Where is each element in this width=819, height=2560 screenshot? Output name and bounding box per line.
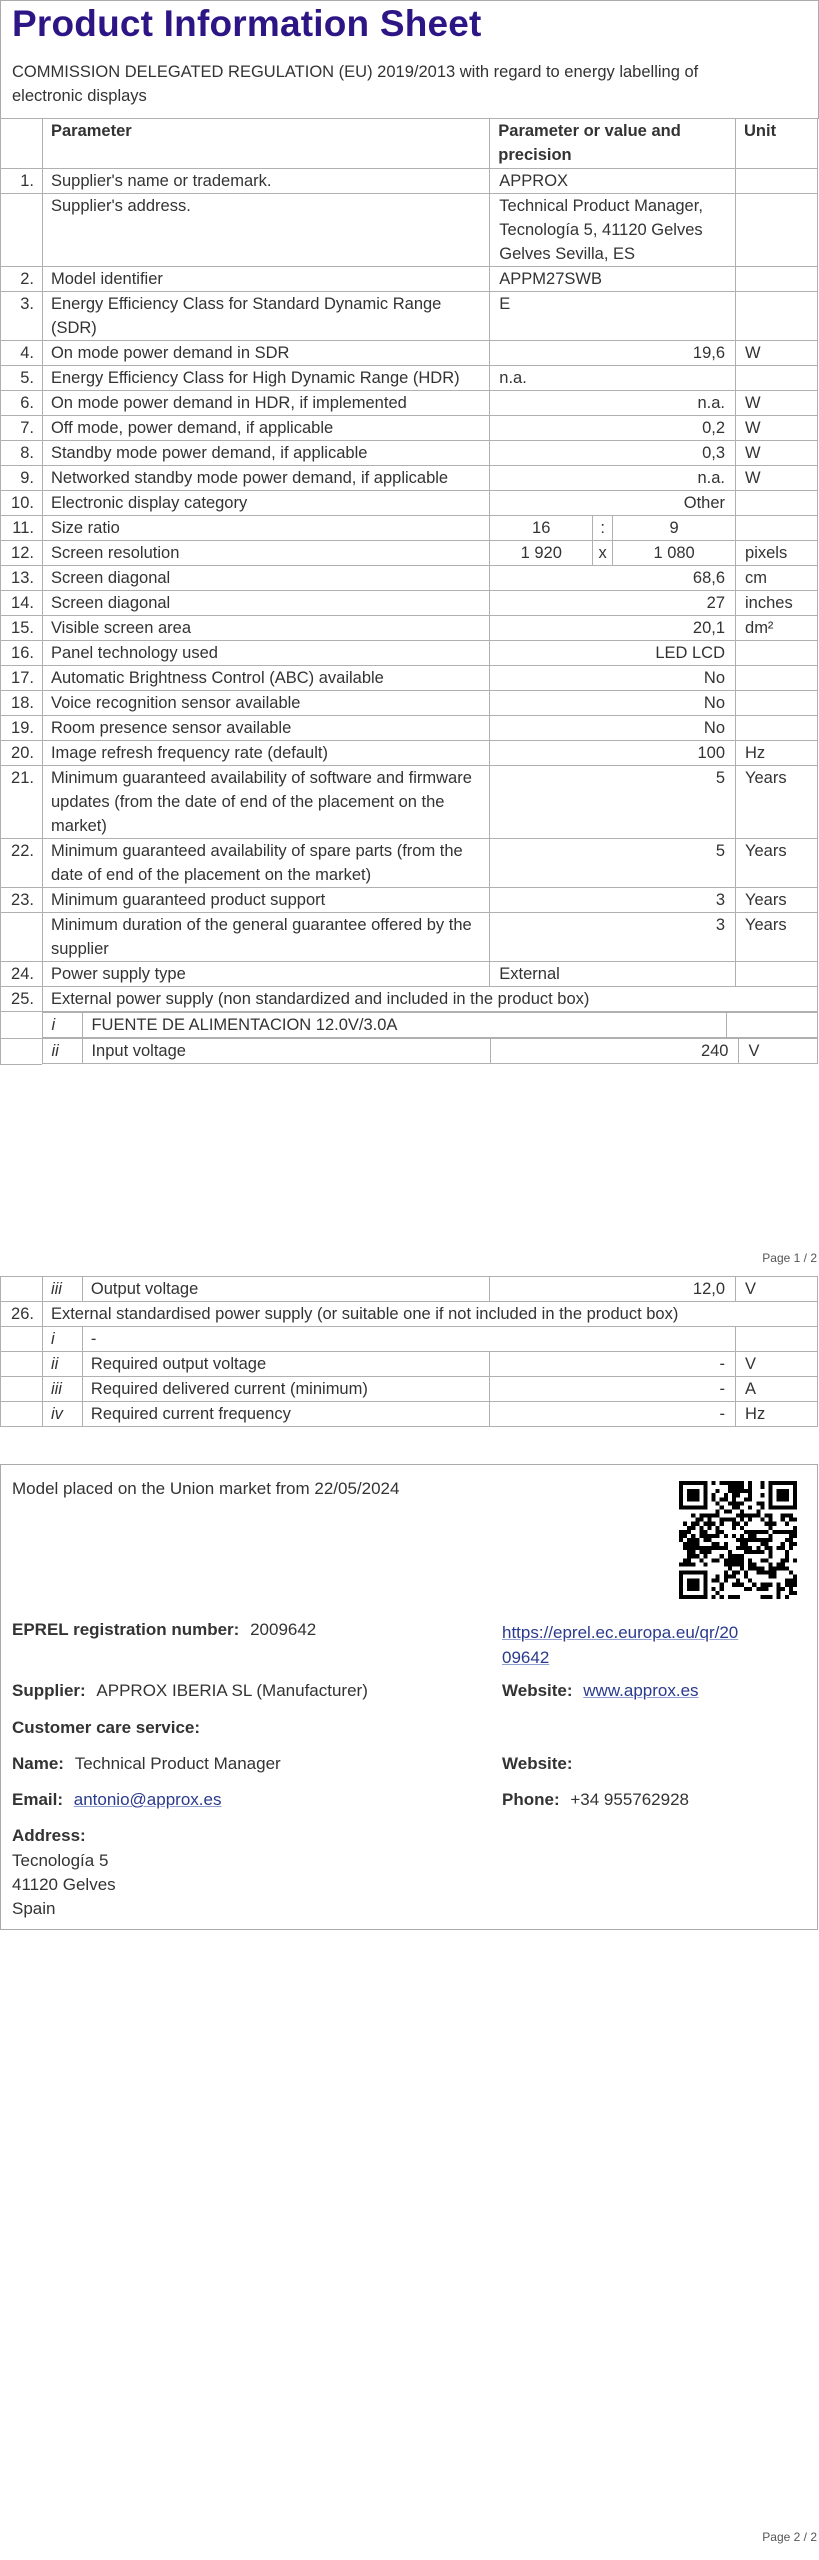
row-unit: W [736,416,818,441]
website-label: Website: [502,1681,573,1700]
row-parameter: FUENTE DE ALIMENTACION 12.0V/3.0A [83,1013,727,1038]
row-number [1,1352,43,1377]
sub-index: iv [42,1402,82,1427]
product-info-table [0,118,818,1065]
email-link[interactable]: antonio@approx.es [73,1790,222,1809]
row-number: 24. [1,962,43,987]
row-value: 0,3 [490,441,736,466]
row-value: 68,6 [490,566,736,591]
row-unit [736,194,818,267]
table-row [1,616,818,641]
row-number: 14. [1,591,43,616]
row-value: 19,6 [490,341,736,366]
row-value: APPROX [490,169,736,194]
row-number: 26. [1,1302,43,1327]
row-unit: A [736,1377,818,1402]
row-unit [736,1327,818,1352]
row-value: 20,1 [490,616,736,641]
row-number: 25. [1,987,43,1012]
row-number [1,1277,43,1302]
table-row [1,1038,818,1064]
table-row [1,391,818,416]
page-number: Page 1 / 2 [762,1251,817,1265]
row-number [1,1377,43,1402]
sub-index: i [43,1013,83,1038]
row-value: No [490,716,736,741]
row-parameter: Minimum guaranteed product support [42,888,489,913]
row-value-b: 9 [613,516,736,541]
row-unit [736,962,818,987]
table-row [1,194,818,267]
row-number: 18. [1,691,43,716]
row-number: 15. [1,616,43,641]
row-unit: V [736,1352,818,1377]
row-value: APPM27SWB [490,267,736,292]
row-value: LED LCD [490,641,736,666]
row-unit: V [736,1277,818,1302]
row-unit: W [736,341,818,366]
row-unit: Years [736,913,818,962]
row-parameter: Energy Efficiency Class for High Dynamic Range (HDR) [42,366,489,391]
row-parameter: Room presence sensor available [42,716,489,741]
row-number: 22. [1,839,43,888]
customer-care-label: Customer care service: [12,1718,201,1737]
row-unit [736,491,818,516]
sub-row [42,1012,817,1039]
header-value: Parameter or value and precision [490,119,736,169]
row-number: 17. [1,666,43,691]
row-number: 21. [1,766,43,839]
table-row [1,1012,818,1039]
row-unit [736,169,818,194]
row-parameter: Automatic Brightness Control (ABC) available [42,666,489,691]
row-number: 7. [1,416,43,441]
row-parameter: - [82,1327,735,1352]
row-unit [727,1013,817,1038]
row-unit [736,267,818,292]
row-number: 11. [1,516,43,541]
row-unit: Years [736,766,818,839]
row-parameter: Screen diagonal [42,591,489,616]
name-value: Technical Product Manager [74,1754,281,1773]
phone-label: Phone: [502,1790,560,1809]
table-row [1,666,818,691]
page-title: Product Information Sheet [12,3,482,44]
row-unit: Years [736,839,818,888]
row-parameter: Minimum duration of the general guarantee offered by the supplier [42,913,489,962]
table-row [1,962,818,987]
row-number: 5. [1,366,43,391]
row-value: n.a. [490,466,736,491]
table-row [1,169,818,194]
sub-index: iii [42,1277,82,1302]
row-value: 5 [490,839,736,888]
sub-index: iii [42,1377,82,1402]
row-number: 8. [1,441,43,466]
row-unit: Hz [736,741,818,766]
address-label: Address: [12,1826,86,1845]
row-number: 2. [1,267,43,292]
row-value: Technical Product Manager, Tecnología 5, 41120 Gelves Gelves Sevilla, ES [490,194,736,267]
table-row [1,716,818,741]
row-value: 27 [490,591,736,616]
row-unit: W [736,466,818,491]
care-website-label: Website: [502,1754,573,1773]
row-parameter: Standby mode power demand, if applicable [42,441,489,466]
row-value: - [490,1352,736,1377]
table-row [1,466,818,491]
email-label: Email: [12,1790,64,1809]
table-row [1,341,818,366]
eprel-link[interactable] [502,1620,738,1670]
row-value: n.a. [490,391,736,416]
table-row [1,491,818,516]
row-parameter: Minimum guaranteed availability of software and firmware updates (from the date of end of the placement on the market) [42,766,489,839]
sub-index: i [42,1327,82,1352]
row-unit [736,641,818,666]
row-number: 6. [1,391,43,416]
table-row [1,1352,818,1377]
row-value: 3 [490,888,736,913]
row-parameter: Output voltage [82,1277,489,1302]
row-number: 12. [1,541,43,566]
row-number [1,1402,43,1427]
table-row [1,691,818,716]
address-value: Tecnología 5 41120 Gelves Spain [12,1851,116,1918]
table-row [1,766,818,839]
row-parameter: On mode power demand in SDR [42,341,489,366]
row-parameter: Minimum guaranteed availability of spare parts (from the date of end of the placement on the market) [42,839,489,888]
row-number [1,1012,43,1039]
row-value-separator: x [593,541,613,566]
row-parameter: Voice recognition sensor available [42,691,489,716]
row-unit [736,716,818,741]
row-parameter: Visible screen area [42,616,489,641]
row-value: No [490,666,736,691]
row-parameter: Image refresh frequency rate (default) [42,741,489,766]
row-number: 20. [1,741,43,766]
table-row [1,1377,818,1402]
row-value: 0,2 [490,416,736,441]
table-row [1,913,818,962]
row-unit [736,292,818,341]
table-row [1,292,818,341]
supplier-value: APPROX IBERIA SL (Manufacturer) [96,1681,368,1700]
row-unit [736,516,818,541]
row-unit: V [739,1039,817,1064]
supplier-label: Supplier: [12,1681,86,1700]
page-number: Page 2 / 2 [762,2530,817,2544]
row-parameter: Panel technology used [42,641,489,666]
row-parameter: Electronic display category [42,491,489,516]
table-row [1,1402,818,1427]
eprel-label: EPREL registration number: [12,1620,240,1639]
row-parameter: Model identifier [42,267,489,292]
row-unit: W [736,441,818,466]
row-parameter: Required output voltage [82,1352,489,1377]
eprel-link-line2[interactable]: 09642 [502,1648,550,1667]
table-row [1,591,818,616]
row-unit: dm² [736,616,818,641]
sub-index: ii [43,1039,83,1064]
sub-row [42,1038,817,1064]
row-parameter: Size ratio [42,516,489,541]
row-unit: Years [736,888,818,913]
row-number [1,194,43,267]
row-value-separator: : [593,516,613,541]
phone-value: +34 955762928 [570,1790,689,1809]
row-unit: inches [736,591,818,616]
table-row [1,741,818,766]
eprel-number: 2009642 [250,1620,317,1639]
row-unit [736,666,818,691]
power-supply-table [0,1276,818,1427]
row-value: - [490,1402,736,1427]
header-unit: Unit [736,119,818,169]
header-parameter: Parameter [42,119,489,169]
row-parameter: Screen diagonal [42,566,489,591]
row-number: 19. [1,716,43,741]
table-row [1,1302,818,1327]
row-number: 23. [1,888,43,913]
row-parameter: Required delivered current (minimum) [82,1377,489,1402]
row-value: 5 [490,766,736,839]
table-row [1,839,818,888]
market-date: Model placed on the Union market from 22/05/2024 [12,1479,400,1498]
row-number: 16. [1,641,43,666]
row-value: - [490,1377,736,1402]
row-number: 3. [1,292,43,341]
row-value: E [490,292,736,341]
table-row [1,366,818,391]
eprel-link-line1[interactable]: https://eprel.ec.europa.eu/qr/20 [502,1623,739,1642]
row-value-a: 16 [490,516,593,541]
row-value: 240 [491,1039,739,1064]
row-unit [736,691,818,716]
row-parameter: Supplier's name or trademark. [42,169,489,194]
supplier-info-box [0,1464,818,1930]
row-parameter: Supplier's address. [42,194,489,267]
row-value: No [490,691,736,716]
row-parameter: Input voltage [83,1039,491,1064]
sheet-header [0,0,819,119]
table-row [1,641,818,666]
row-parameter: Required current frequency [82,1402,489,1427]
row-number [1,913,43,962]
table-row [1,441,818,466]
row-parameter: On mode power demand in HDR, if implemented [42,391,489,416]
row-value: 100 [490,741,736,766]
sub-index: ii [42,1352,82,1377]
row-number [1,1038,43,1064]
row-parameter: Screen resolution [42,541,489,566]
row-value: 3 [490,913,736,962]
table-row [1,516,818,541]
regulation-subtitle: COMMISSION DELEGATED REGULATION (EU) 2019/2013 with regard to energy labelling of electronic displays [12,63,699,105]
row-value: 12,0 [490,1277,736,1302]
row-unit: cm [736,566,818,591]
name-label: Name: [12,1754,64,1773]
page-1 [0,0,819,1270]
row-unit: Hz [736,1402,818,1427]
table-row [1,987,818,1012]
table-row [1,1277,818,1302]
website-link[interactable]: www.approx.es [583,1681,699,1700]
table-row [1,888,818,913]
row-value: n.a. [490,366,736,391]
row-number: 10. [1,491,43,516]
table-row [1,541,818,566]
row-parameter: Energy Efficiency Class for Standard Dynamic Range (SDR) [42,292,489,341]
table-row [1,1327,818,1352]
table-row [1,416,818,441]
row-number: 13. [1,566,43,591]
row-parameter: Power supply type [42,962,489,987]
row-number: 1. [1,169,43,194]
row-unit [736,366,818,391]
row-number [1,1327,43,1352]
row-parameter: Networked standby mode power demand, if applicable [42,466,489,491]
row-parameter: Off mode, power demand, if applicable [42,416,489,441]
qr-code-icon[interactable] [679,1481,797,1599]
row-value-a: 1 920 [490,541,593,566]
row-unit: pixels [736,541,818,566]
row-value: External [490,962,736,987]
row-value: Other [490,491,736,516]
row-parameter: External power supply (non standardized and included in the product box) [42,987,817,1012]
row-parameter: External standardised power supply (or suitable one if not included in the product box) [42,1302,817,1327]
table-row [1,566,818,591]
table-row [1,267,818,292]
row-number: 4. [1,341,43,366]
row-value-b: 1 080 [613,541,736,566]
row-unit: W [736,391,818,416]
row-number: 9. [1,466,43,491]
